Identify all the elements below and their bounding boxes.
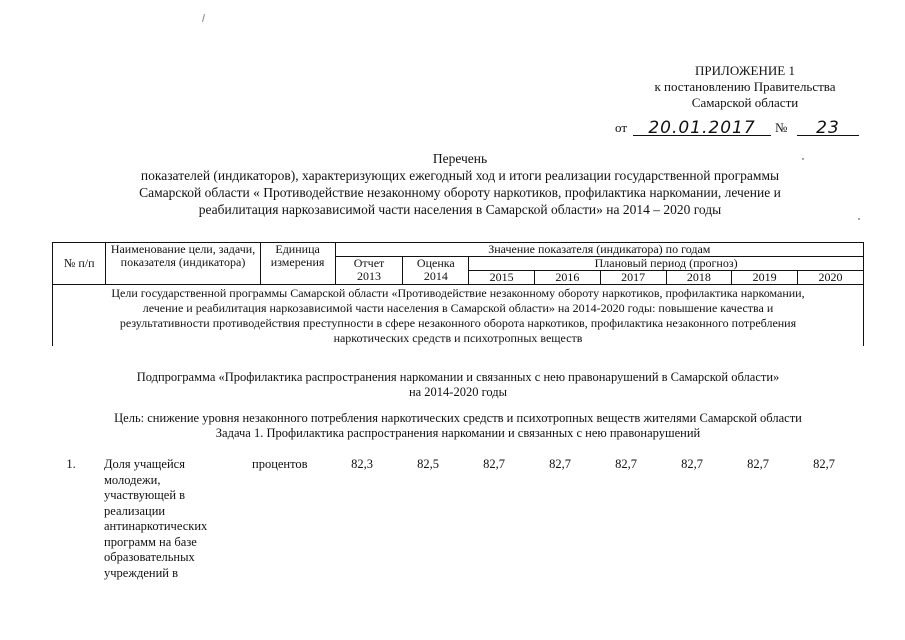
year-header: 2016 — [534, 271, 600, 285]
goals-row — [53, 285, 864, 347]
document-title — [60, 150, 860, 218]
col-plan-header: Плановый период (прогноз) — [469, 257, 864, 271]
col-unit-header: Единица измерения — [260, 243, 335, 285]
col-num-header: № п/п — [53, 243, 106, 285]
value-2016: 82,7 — [549, 457, 571, 471]
aim-heading — [52, 411, 864, 441]
indicator-name-line: участвующей в — [104, 488, 186, 502]
indicator-name-line: Доля учащейся — [104, 457, 185, 471]
aim-line: Цель: снижение уровня незаконного потребления наркотических средств и психотропных веществ жителями Самарской области — [114, 411, 802, 425]
col-name-header: Наименование цели, задачи, показателя (индикатора) — [106, 243, 260, 285]
goals-line: Цели государственной программы Самарской области «Противодействие незаконному обороту наркотиков, профилактика наркомании, — [111, 286, 805, 300]
region-line: Самарской области — [691, 95, 799, 110]
appendix-header — [610, 63, 880, 111]
indicators-table — [52, 242, 864, 346]
year-label: 2013 — [357, 269, 382, 283]
subprogram-heading — [52, 370, 864, 400]
goals-line: лечение и реабилитация наркозависимой части населения в Самарской области» на 2014-2020 годы: повышение качества и — [142, 301, 774, 315]
year-header: 2015 — [469, 271, 535, 285]
year-header: 2018 — [666, 271, 732, 285]
title-line: реабилитация наркозависимой части населения в Самарской области» на 2014 – 2020 годы — [198, 202, 722, 217]
decree-line: к постановлению Правительства — [654, 79, 836, 94]
subprogram-line: Подпрограмма «Профилактика распространения наркомании и связанных с нею правонарушений в Самарской области» — [136, 370, 780, 384]
appendix-label: ПРИЛОЖЕНИЕ 1 — [695, 63, 795, 78]
decree-date: 20.01.2017 — [633, 118, 771, 136]
row-number: 1. — [66, 457, 76, 471]
value-2015: 82,7 — [483, 457, 505, 471]
decree-date-number — [615, 116, 855, 136]
scan-mark — [858, 218, 860, 220]
number-prefix: № — [775, 120, 788, 135]
year-header: 2017 — [600, 271, 666, 285]
decree-number: 23 — [797, 118, 859, 136]
estimate-label: Оценка — [416, 256, 455, 270]
subprogram-line: на 2014-2020 годы — [408, 385, 508, 399]
goals-line: результативности противодействия преступности в сфере незаконного оборота наркотиков, профилактика незаконного потребления — [119, 316, 797, 330]
indicator-name-line: реализации — [104, 503, 166, 518]
task-line: Задача 1. Профилактика распространения наркомании и связанных с нею правонарушений — [215, 426, 701, 440]
title-line: показателей (индикаторов), характеризующих ежегодный ход и итоги реализации государственной программы — [140, 168, 780, 183]
title-heading: Перечень — [432, 151, 488, 166]
indicator-name-line: образовательных — [104, 550, 195, 564]
col-values-header: Значение показателя (индикатора) по годам — [335, 243, 863, 257]
value-2013: 82,3 — [351, 457, 373, 471]
report-label: Отчет — [353, 256, 385, 270]
value-2019: 82,7 — [747, 457, 769, 471]
indicator-name — [104, 457, 234, 581]
value-2017: 82,7 — [615, 457, 637, 471]
year-label: 2014 — [423, 269, 448, 283]
indicator-name-line: учреждений в — [104, 565, 178, 580]
col-estimate-header — [403, 257, 469, 285]
year-header: 2019 — [732, 271, 798, 285]
date-prefix: от — [615, 120, 628, 135]
value-2014: 82,5 — [417, 457, 439, 471]
indicator-name-line: программ на базе — [104, 534, 197, 549]
indicator-unit: процентов — [252, 457, 308, 471]
indicator-name-line: антинаркотических — [104, 519, 208, 533]
program-goals — [53, 285, 864, 347]
indicator-name-line: молодежи, — [104, 472, 161, 487]
table-header-row — [53, 243, 864, 257]
value-2018: 82,7 — [681, 457, 703, 471]
goals-line: наркотических средств и психотропных веществ — [333, 331, 583, 345]
scan-mark — [202, 14, 205, 22]
col-report-header — [335, 257, 403, 285]
value-2020: 82,7 — [813, 457, 835, 471]
title-line: Самарской области « Противодействие незаконному обороту наркотиков, профилактика наркомании, лечение и — [139, 185, 781, 200]
year-header: 2020 — [798, 271, 864, 285]
